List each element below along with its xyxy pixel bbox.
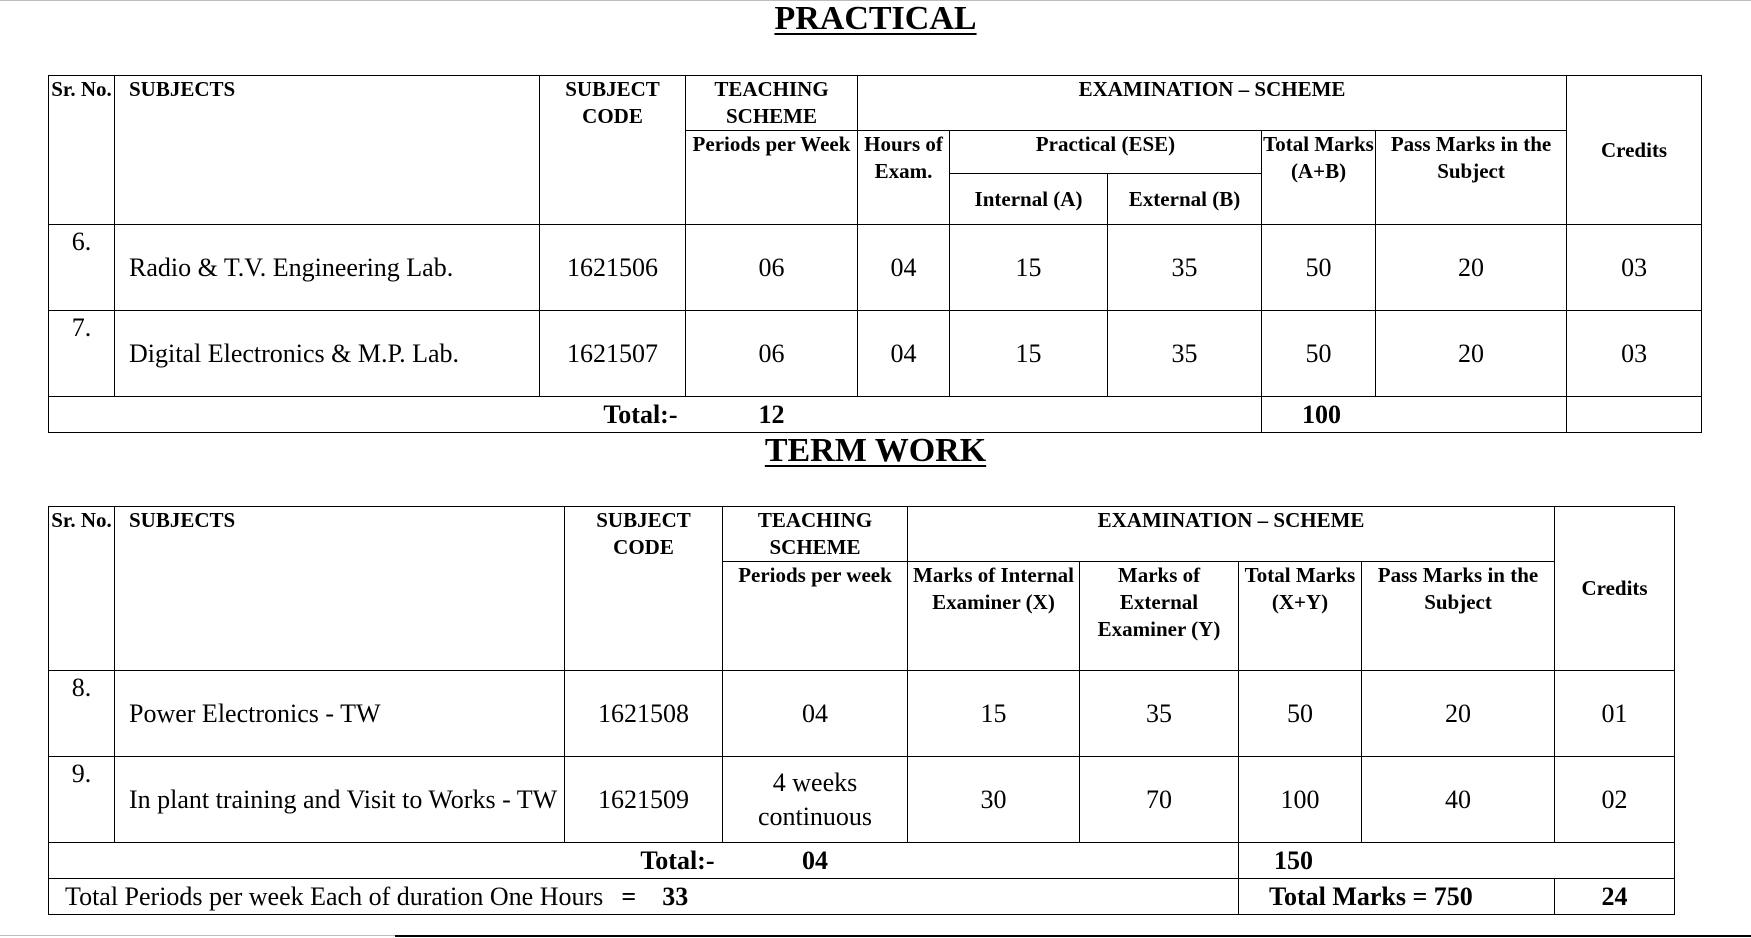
row-sr: 8. <box>49 671 115 757</box>
row-credits: 03 <box>1567 311 1702 397</box>
row-code: 1621506 <box>540 225 686 311</box>
header-sr-no: Sr. No. <box>49 76 115 225</box>
table-row <box>49 311 1702 397</box>
total-periods: 04 <box>723 843 908 879</box>
row-internal: 15 <box>950 311 1108 397</box>
row-pass: 40 <box>1362 757 1555 843</box>
practical-table <box>48 75 1702 433</box>
term-work-title: TERM WORK <box>764 432 987 469</box>
footer-total-credits: 24 <box>1555 879 1675 915</box>
footer-spacer <box>908 879 1239 915</box>
row-subject: Digital Electronics & M.P. Lab. <box>115 311 540 397</box>
row-total: 50 <box>1262 225 1376 311</box>
header-subject-code: SUBJECT CODE <box>565 507 723 671</box>
header-subjects: SUBJECTS <box>115 76 540 225</box>
total-label: Total:- <box>49 843 723 879</box>
row-code: 1621507 <box>540 311 686 397</box>
header-internal-a: Internal (A) <box>950 174 1108 225</box>
total-marks: 100 <box>1262 397 1567 433</box>
header-subjects: SUBJECTS <box>115 507 565 671</box>
total-periods: 12 <box>686 397 858 433</box>
header-credits: Credits <box>1567 76 1702 225</box>
footer-periods-label <box>49 879 908 915</box>
row-internal: 30 <box>908 757 1080 843</box>
header-practical-ese: Practical (ESE) <box>950 131 1262 174</box>
row-sr: 9. <box>49 757 115 843</box>
row-periods: 4 weeks continuous <box>723 757 908 843</box>
total-row <box>49 397 1702 433</box>
term-work-table <box>48 506 1675 915</box>
total-label: Total:- <box>49 397 686 433</box>
row-external: 35 <box>1080 671 1239 757</box>
practical-title: PRACTICAL <box>774 0 977 37</box>
row-subject: Radio & T.V. Engineering Lab. <box>115 225 540 311</box>
header-hours-of-exam: Hours of Exam. <box>858 131 950 225</box>
row-total: 50 <box>1262 311 1376 397</box>
header-examination-scheme: EXAMINATION – SCHEME <box>858 76 1567 131</box>
total-spacer <box>858 397 1262 433</box>
row-external: 70 <box>1080 757 1239 843</box>
bottom-rule <box>395 935 1751 937</box>
row-periods: 06 <box>686 225 858 311</box>
total-marks: 150 <box>1239 843 1675 879</box>
row-credits: 02 <box>1555 757 1675 843</box>
header-total-marks: Total Marks (X+Y) <box>1239 562 1362 671</box>
table-row <box>49 225 1702 311</box>
header-subject-code: SUBJECT CODE <box>540 76 686 225</box>
header-external-examiner: Marks of External Examiner (Y) <box>1080 562 1239 671</box>
header-credits: Credits <box>1555 507 1675 671</box>
header-examination-scheme: EXAMINATION – SCHEME <box>908 507 1555 562</box>
row-internal: 15 <box>950 225 1108 311</box>
row-periods: 04 <box>723 671 908 757</box>
row-pass: 20 <box>1362 671 1555 757</box>
row-external: 35 <box>1108 225 1262 311</box>
total-row <box>49 843 1675 879</box>
header-pass-marks: Pass Marks in the Subject <box>1376 131 1567 225</box>
row-code: 1621509 <box>565 757 723 843</box>
total-spacer <box>908 843 1239 879</box>
row-credits: 01 <box>1555 671 1675 757</box>
row-external: 35 <box>1108 311 1262 397</box>
total-credits-empty <box>1567 397 1702 433</box>
footer-periods-text: Total Periods per week Each of duration One Hours <box>65 881 604 911</box>
footer-row <box>49 879 1675 915</box>
bottom-rule-left <box>0 935 395 936</box>
header-teaching-scheme: TEACHING SCHEME <box>686 76 858 131</box>
row-credits: 03 <box>1567 225 1702 311</box>
row-code: 1621508 <box>565 671 723 757</box>
row-pass: 20 <box>1376 225 1567 311</box>
row-pass: 20 <box>1376 311 1567 397</box>
header-external-b: External (B) <box>1108 174 1262 225</box>
table-row <box>49 671 1675 757</box>
row-total: 100 <box>1239 757 1362 843</box>
header-sr-no: Sr. No. <box>49 507 115 671</box>
row-internal: 15 <box>908 671 1080 757</box>
header-total-marks: Total Marks (A+B) <box>1262 131 1376 225</box>
header-internal-examiner: Marks of Internal Examiner (X) <box>908 562 1080 671</box>
row-subject: Power Electronics - TW <box>115 671 565 757</box>
footer-periods-value: 33 <box>662 881 689 911</box>
row-hours: 04 <box>858 311 950 397</box>
row-hours: 04 <box>858 225 950 311</box>
row-total: 50 <box>1239 671 1362 757</box>
table-row <box>49 757 1675 843</box>
header-periods-per-week: Periods per week <box>723 562 908 671</box>
header-pass-marks: Pass Marks in the Subject <box>1362 562 1555 671</box>
row-sr: 7. <box>49 311 115 397</box>
row-subject: In plant training and Visit to Works - TW <box>115 757 565 843</box>
row-sr: 6. <box>49 225 115 311</box>
header-periods-per-week: Periods per Week <box>686 131 858 225</box>
row-periods: 06 <box>686 311 858 397</box>
footer-total-marks: Total Marks = 750 <box>1239 879 1555 915</box>
footer-equals: = <box>621 881 637 911</box>
header-teaching-scheme: TEACHING SCHEME <box>723 507 908 562</box>
